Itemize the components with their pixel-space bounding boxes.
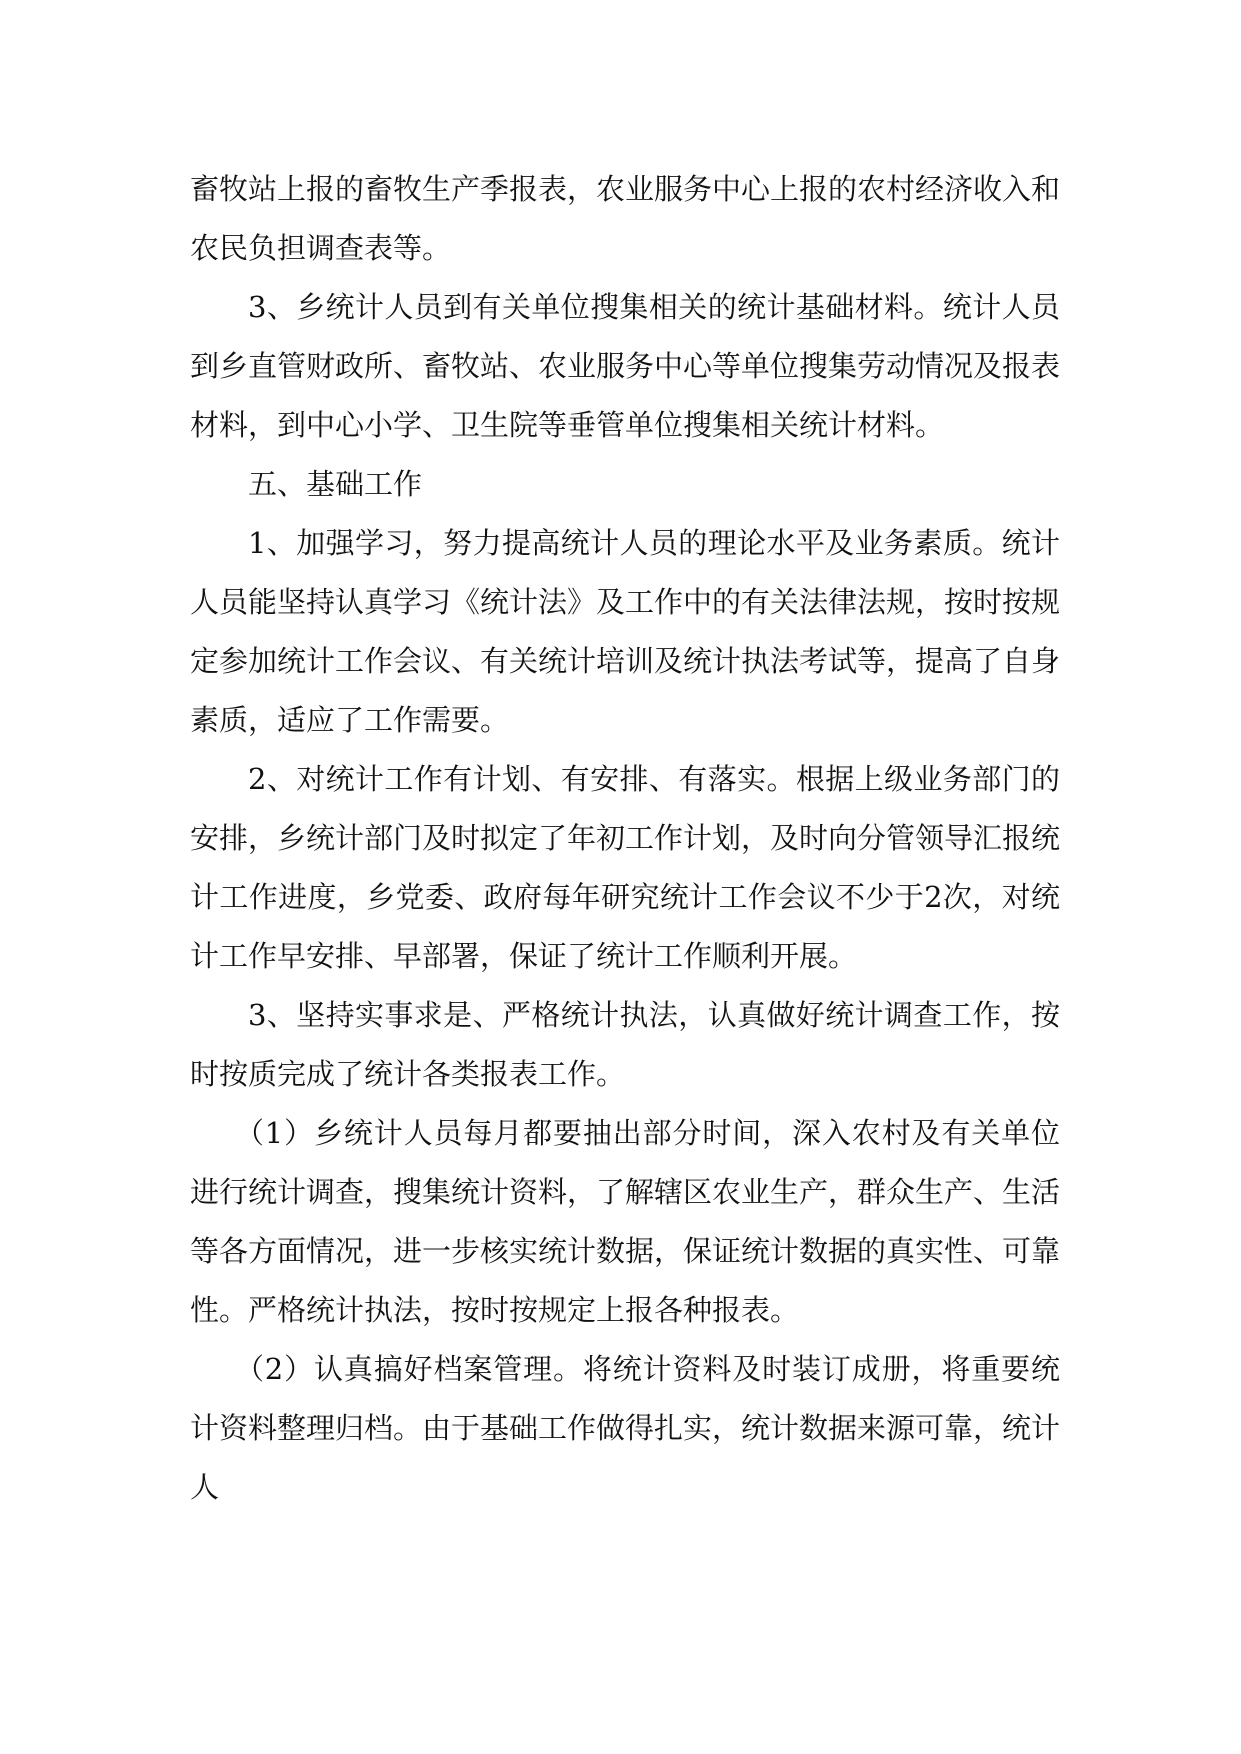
paragraph-continuation: 畜牧站上报的畜牧生产季报表，农业服务中心上报的农村经济收入和农民负担调查表等。 — [190, 172, 1061, 265]
paragraph-item-1-study: 1、加强学习，努力提高统计人员的理论水平及业务素质。统计人员能坚持认真学习《统计法》及工作中的有关法律法规，按时按规定参加统计工作会议、有关统计培训及统计执法考试等，提高了自身素质，适应了工作需要。 — [190, 526, 1061, 737]
document-body — [190, 160, 1060, 1517]
paragraph-item-3-materials: 3、乡统计人员到有关单位搜集相关的统计基础材料。统计人员到乡直管财政所、畜牧站、农业服务中心等单位搜集劳动情况及报表材料，到中心小学、卫生院等垂管单位搜集相关统计材料。 — [190, 290, 1061, 442]
paragraph-subitem-1-survey: （1）乡统计人员每月都要抽出部分时间，深入农村及有关单位进行统计调查，搜集统计资料，了解辖区农业生产，群众生产、生活等各方面情况，进一步核实统计数据，保证统计数据的真实性、可靠性。严格统计执法，按时按规定上报各种报表。 — [190, 1116, 1061, 1327]
paragraph-subitem-2-archives: （2）认真搞好档案管理。将统计资料及时装订成册，将重要统计资料整理归档。由于基础工作做得扎实，统计数据来源可靠，统计人 — [190, 1352, 1061, 1504]
section-heading-basic-work: 五、基础工作 — [248, 467, 423, 501]
paragraph-item-2-planning: 2、对统计工作有计划、有安排、有落实。根据上级业务部门的安排，乡统计部门及时拟定了年初工作计划，及时向分管领导汇报统计工作进度，乡党委、政府每年研究统计工作会议不少于2次，对统计工作早安排、早部署，保证了统计工作顺利开展。 — [190, 762, 1061, 973]
paragraph-item-3-enforcement: 3、坚持实事求是、严格统计执法，认真做好统计调查工作，按时按质完成了统计各类报表工作。 — [190, 998, 1060, 1091]
